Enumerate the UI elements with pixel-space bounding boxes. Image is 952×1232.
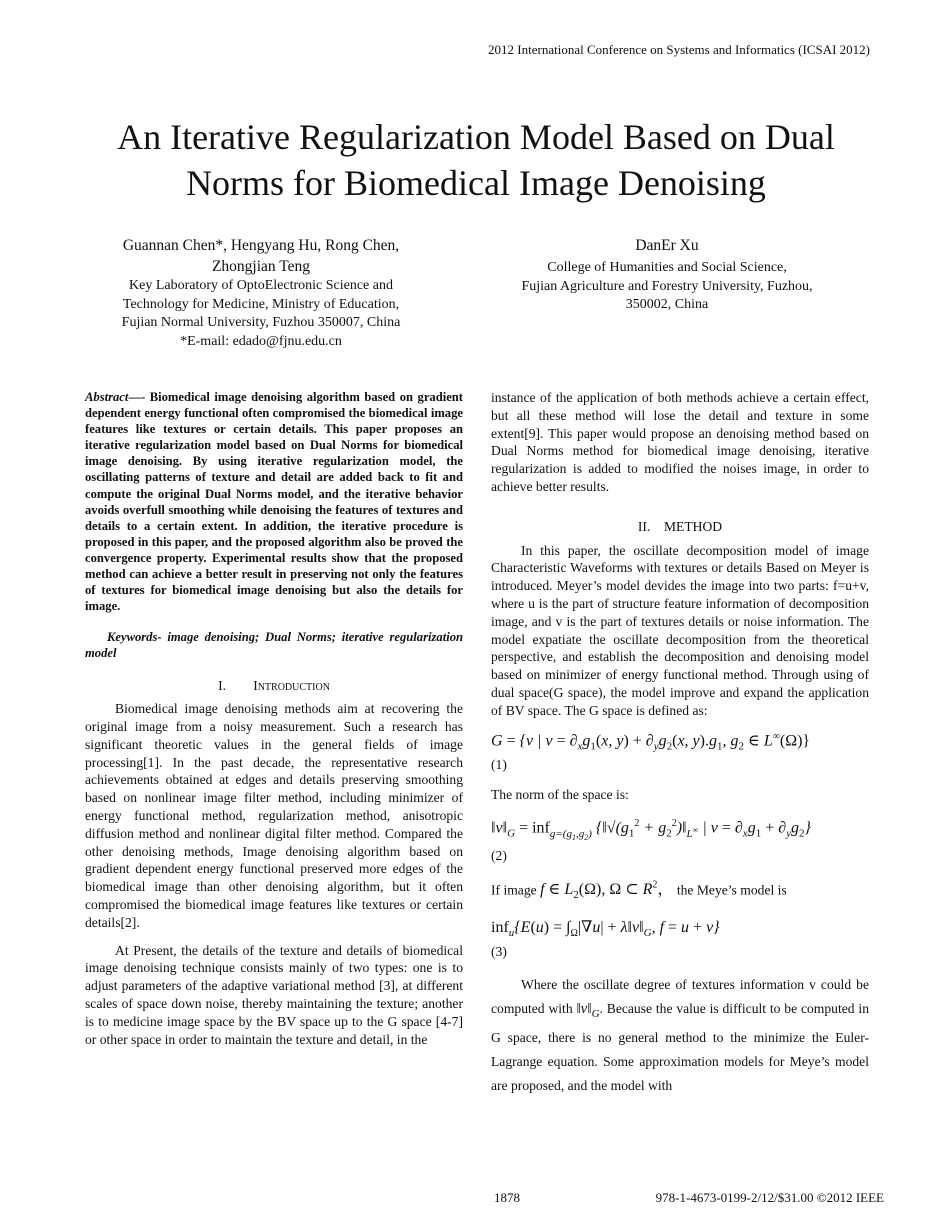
method-paragraph: In this paper, the oscillate decomposition model of image Characteristic Waveforms with textures or details Based on Meyer is introduced. Meyer’s model devides the image into two parts: f=u+v, where u is the part of structure feature information of decomposition image, and v is the part of textures details or noise information. The model expatiate the oscillate decomposition from the theoretical perspective, and establish the decomposition and denoising model based on minimizer of energy functional method. Through using of dual space(G space), the model improve and expand the application of BV space. The G space is defined as: — [491, 542, 869, 718]
abstract-dash: —- — [128, 390, 146, 404]
norm-intro: The norm of the space is: — [491, 786, 629, 802]
equation-2: $‖v‖_G = inf_{g=(g_1,g_2)}$ {$‖√(g_1^2$ + $g_2^2)‖_{L^\infty}$ | $v = \partial_xg_1 + \partial_yg_2$} — [491, 818, 811, 843]
authors-right — [496, 235, 838, 315]
if-image-math: f ∈ $L_2(\Omega)$, Ω ⊂ $R^2$， — [540, 879, 674, 902]
equation-3: $inf_u\{E(u) = \int_\Omega|\nabla u|$ + $\lambda‖v‖_G$, f = u + v} — [491, 919, 720, 940]
abstract-text: Biomedical image denoising algorithm based on gradient dependent energy functional often compromised the biomedical image features like textures or certain details. This paper proposes an iterative regularization model based on Dual Norms for biomedical image denoising. By using iterative regularization model, the oscillating patterns of texture and detail are added back to fit and compute the original Dual Norms model, and the iterative behavior avoids overfull smoothing while denoising the features of textures and details to a certain extent. In addition, the iterative procedure is proposed in this paper, and the proposed algorithm also be proved the convergence property. Experimental results show that the proposed method can achieve a better result in preserving not only the features of textures for biomedical image denoising but also the details for image. — [85, 390, 463, 614]
equation-3-number: (3) — [491, 944, 507, 960]
title-line-1: An Iterative Regularization Model Based on Dual — [117, 117, 835, 157]
where-prefix: Where the oscillate degree of textures information v could be computed with — [491, 976, 869, 1016]
abstract — [85, 389, 463, 614]
if-image-line — [491, 877, 869, 905]
if-image-prefix: If image — [491, 882, 541, 898]
keywords: Keywords- image denoising; Dual Norms; iterative regularization model — [85, 630, 463, 661]
continued-paragraph: instance of the application of both methods achieve a certain effect, but all these method will lose the detail and texture in some extent[9]. This paper would propose an denoising method based on Dual Norms method for biomedical image denoising, iterative regularization is added to modified the noises image, in order to achieve better results. — [491, 390, 869, 494]
author-email: *E-mail: edado@fjnu.edu.cn — [180, 333, 342, 349]
where-paragraph — [491, 973, 869, 1098]
left-column — [85, 389, 463, 1048]
affiliation-line1: Key Laboratory of OptoElectronic Science and — [129, 278, 393, 293]
abstract-label: Abstract — [85, 390, 129, 404]
author-names-line2: Zhongjian Teng — [211, 258, 311, 275]
where-suffix: . Because the value is difficult to be computed in G space, there is no general method to the minimize the Euler-Lagrange equation. Some approximation models for Meye’s model are proposed, and the model with — [491, 1000, 869, 1093]
if-image-suffix: the Meye’s model is — [676, 882, 787, 898]
right-column — [491, 389, 869, 1098]
section-number: I. — [218, 677, 226, 693]
equation-1-number: (1) — [491, 756, 507, 772]
affiliation-right-line3: 350002, China — [625, 297, 709, 312]
author-names-line1: Guannan Chen*, Hengyang Hu, Rong Chen, — [122, 237, 400, 254]
title-line-2: Norms for Biomedical Image Denoising — [186, 163, 766, 203]
page-number: 1878 — [494, 1190, 520, 1205]
section-title: METHOD — [663, 518, 723, 534]
copyright-line: 978-1-4673-0199-2/12/$31.00 ©2012 IEEE — [655, 1190, 884, 1205]
norm-v-inline: $‖v‖_G$ — [576, 1000, 600, 1020]
affiliation-right-line1: College of Humanities and Social Science, — [547, 260, 787, 275]
author-name-right: DanEr Xu — [635, 237, 699, 254]
paper-title — [40, 114, 912, 206]
intro-paragraph-2: At Present, the details of the texture and details of biomedical image denoising technique consists mainly of two types: one is to adjust parameters of the adaptive variational method [3], at different scales of space down noise, thereby maintaining the texture; another is to medicine image space by the BV space up to the G space [4-7] or other space in order to maintain the texture and detail, in the — [85, 942, 463, 1047]
intro-paragraph-1: Biomedical image denoising methods aim at recovering the original image from a noisy measurement. Such a research has significant theoretic values in the general fields of image processing[1]. In the past decade, the representative research achievements obtained at edges and details preserving smoothing based on nonlinear image filter method, including minimizer of energy functional method, regularization method, anisotropic diffusion method and nonlinear digital filter method. Compared the other denoising methods, Image denoising algorithm based on gradient dependent energy functional preserved more edges of the biomedical image than other denoising algorithm, but it often compromised the biomedical image features like textures or certain details[2]. — [85, 701, 463, 930]
affiliation-right-line2: Fujian Agriculture and Forestry University, Fuzhou, — [521, 278, 813, 294]
section-heading-method — [491, 518, 869, 536]
conference-header: 2012 International Conference on Systems and Informatics (ICSAI 2012) — [488, 42, 870, 57]
authors-left — [86, 235, 436, 351]
section-number: II. — [637, 518, 651, 534]
affiliation-line2: Technology for Medicine, Ministry of Education, — [122, 296, 400, 312]
section-heading-introduction — [85, 677, 463, 695]
equation-1: G = {v | $v = \partial_xg_1(x$, $y) + \partial_yg_2(x$, $y).g_1$, $g_2$ ∈ L∞(Ω)} — [491, 730, 811, 753]
affiliation-line3: Fujian Normal University, Fuzhou 350007, China — [121, 315, 401, 330]
equation-2-number: (2) — [491, 847, 507, 863]
section-title: Introduction — [253, 677, 330, 693]
